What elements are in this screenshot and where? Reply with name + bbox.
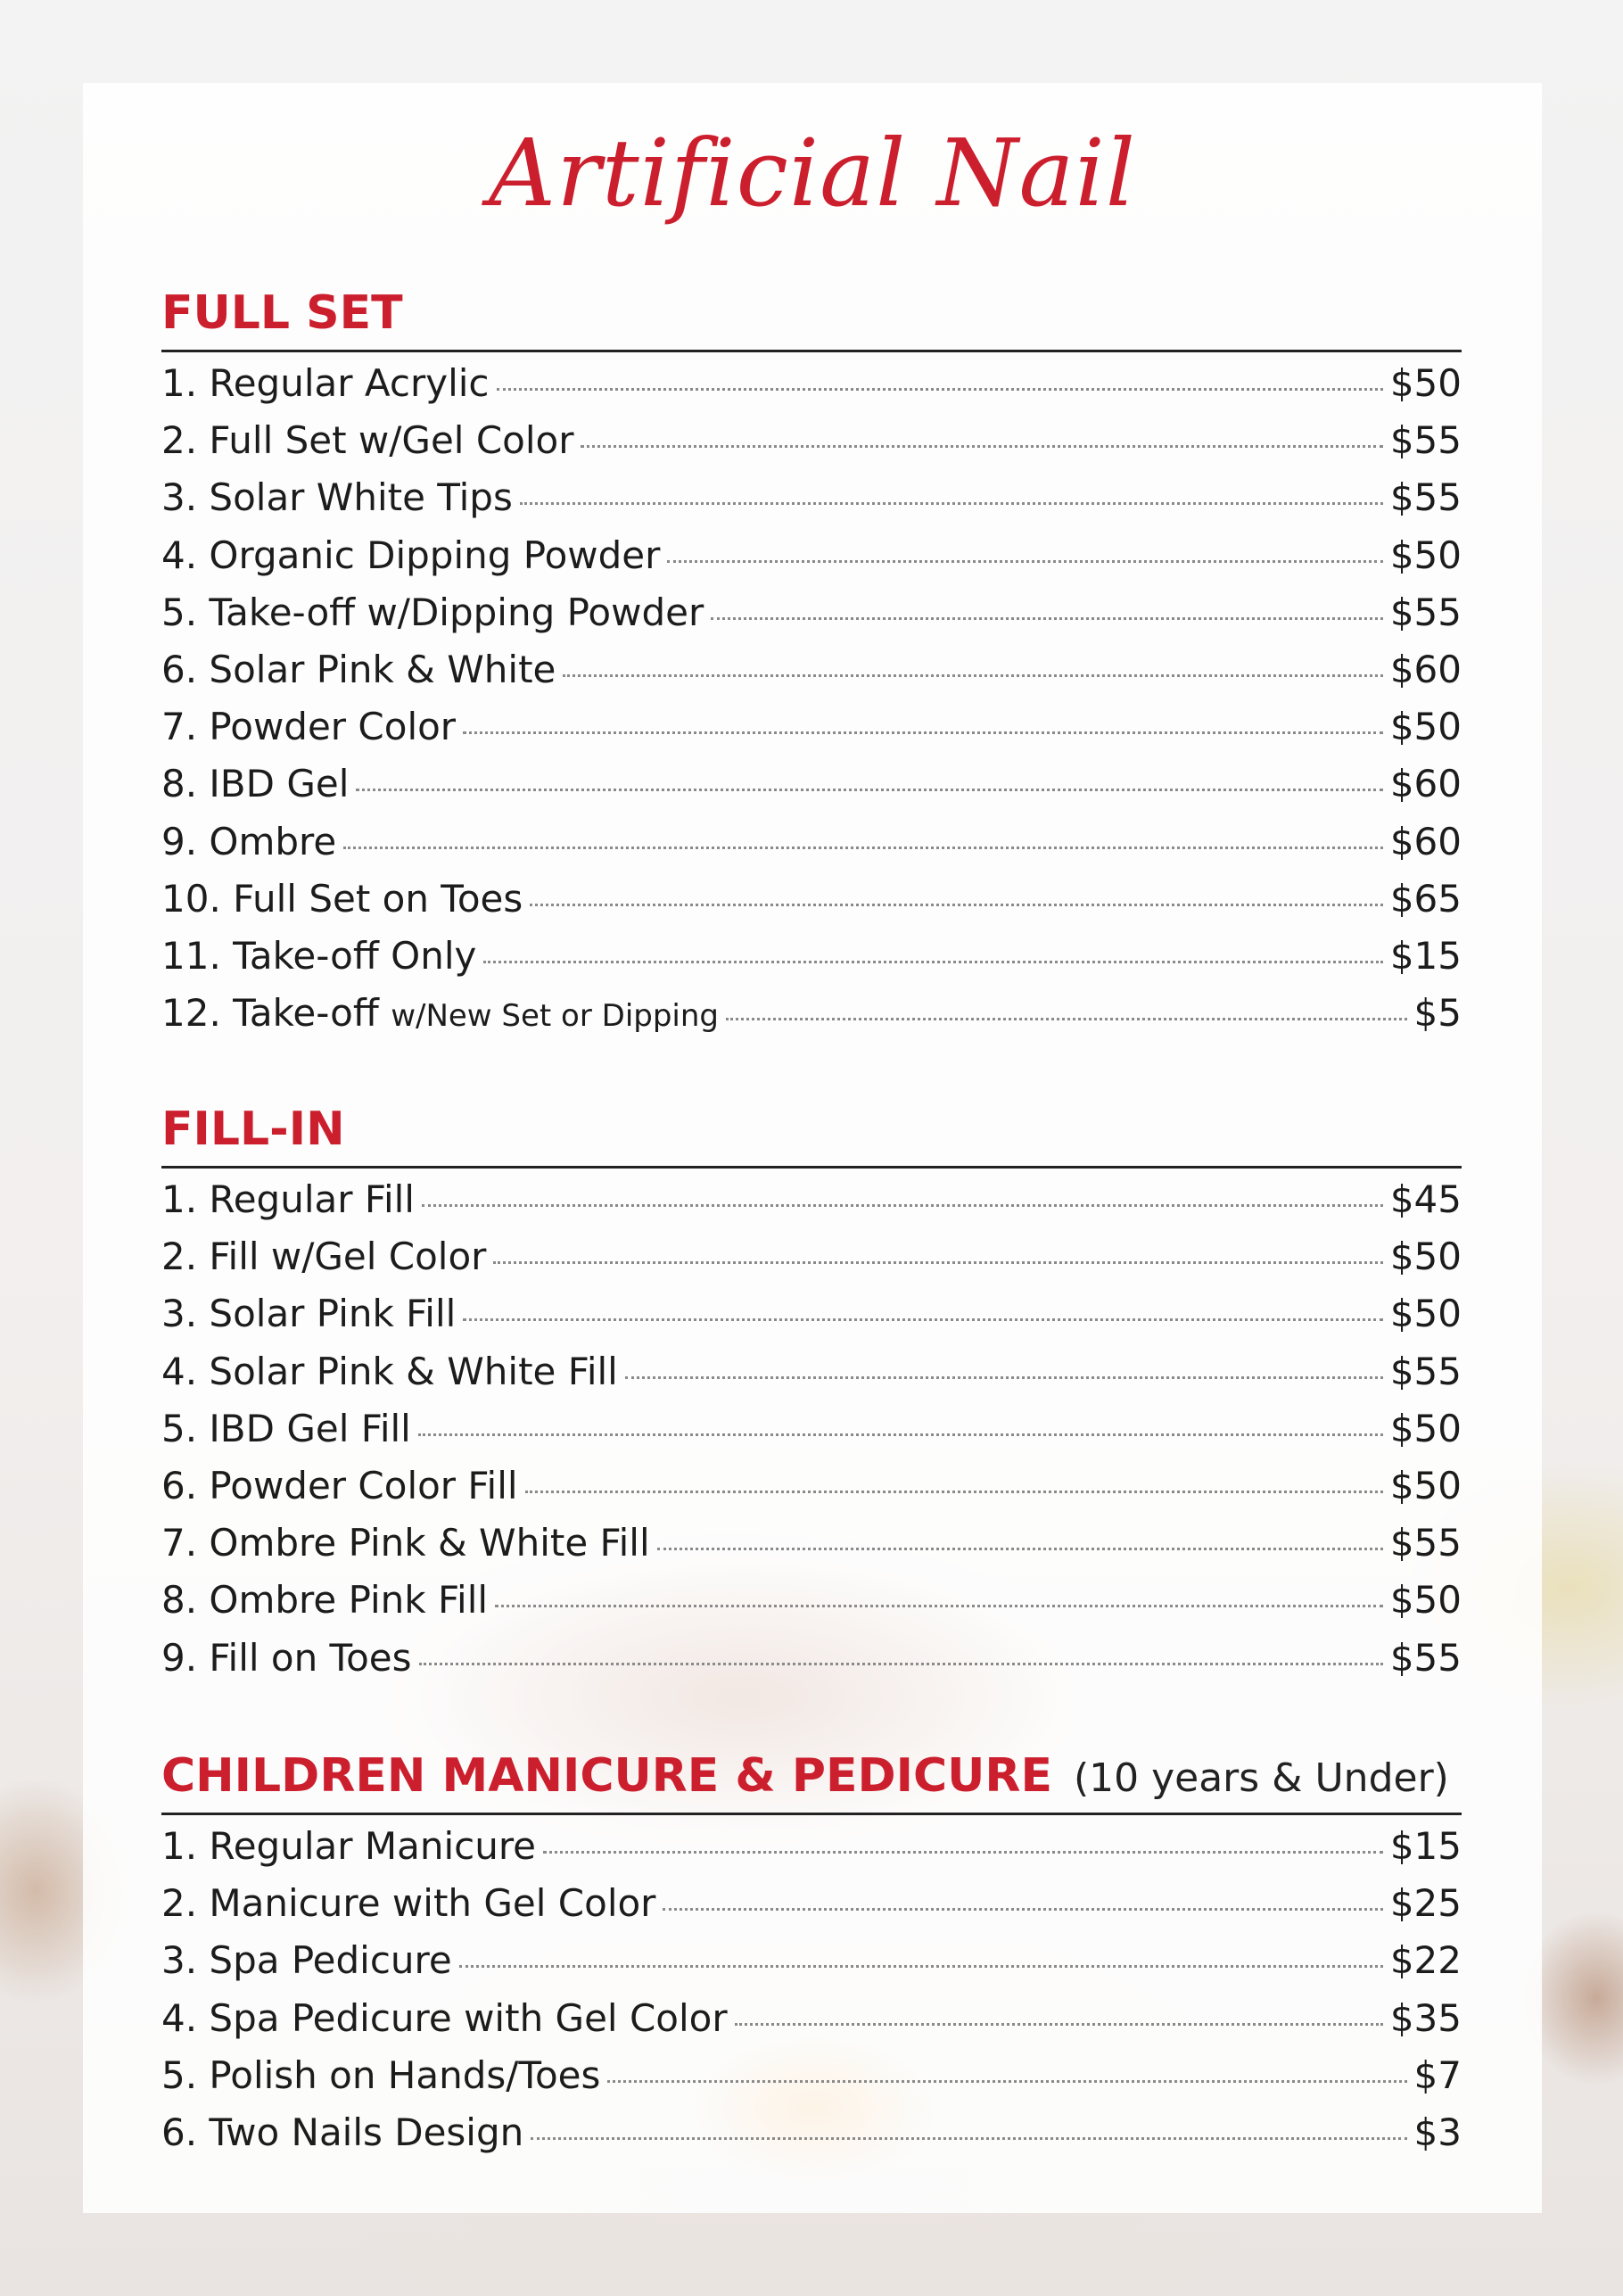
item-name: 6. Solar Pink & White	[161, 647, 556, 691]
section-full-set	[161, 277, 1462, 1048]
item-price: $55	[1389, 1635, 1462, 1680]
list-item	[161, 1824, 1462, 1881]
list-item	[161, 1938, 1462, 1995]
list-item	[161, 2053, 1462, 2110]
dot-leader	[419, 1663, 1383, 1665]
dot-leader	[657, 1548, 1383, 1550]
item-name: 5. IBD Gel Fill	[161, 1406, 411, 1450]
item-price: $60	[1389, 762, 1462, 806]
item-name: 6. Two Nails Design	[161, 2110, 524, 2154]
section-header	[161, 277, 1462, 352]
item-price: $55	[1389, 475, 1462, 520]
dot-leader	[459, 1965, 1383, 1968]
item-price: $65	[1389, 876, 1462, 921]
item-note: w/New Set or Dipping	[391, 998, 720, 1035]
list-item	[161, 418, 1462, 475]
item-price: $55	[1389, 590, 1462, 634]
dot-leader	[493, 1261, 1382, 1264]
dot-leader	[531, 2137, 1406, 2140]
section-header	[161, 1740, 1462, 1815]
section-title: FILL-IN	[161, 1103, 345, 1156]
item-name: 6. Powder Color Fill	[161, 1463, 518, 1507]
dot-leader	[581, 445, 1382, 448]
item-name: 8. Ombre Pink Fill	[161, 1578, 489, 1623]
item-price: $22	[1389, 1938, 1462, 1983]
list-item	[161, 1292, 1462, 1349]
item-price: $35	[1389, 1995, 1462, 2040]
item-name: 2. Full Set w/Gel Color	[161, 418, 574, 463]
list-item	[161, 2110, 1462, 2168]
item-name: 10. Full Set on Toes	[161, 876, 523, 921]
price-list	[161, 1177, 1462, 1693]
item-name: 1. Regular Manicure	[161, 1824, 537, 1868]
section-title: FULL SET	[161, 286, 403, 340]
list-item	[161, 705, 1462, 762]
item-price: $55	[1389, 1521, 1462, 1565]
menu-panel	[83, 83, 1542, 2213]
list-item	[161, 1235, 1462, 1292]
item-name: 8. IBD Gel	[161, 762, 350, 806]
list-item	[161, 762, 1462, 819]
dot-leader	[530, 904, 1383, 906]
dot-leader	[607, 2080, 1406, 2083]
item-name: 7. Ombre Pink & White Fill	[161, 1521, 650, 1565]
list-item	[161, 1996, 1462, 2053]
dot-leader	[495, 1605, 1383, 1607]
item-name-main: 12. Take-off	[161, 991, 379, 1036]
item-price: $15	[1389, 933, 1462, 978]
item-name: 4. Organic Dipping Powder	[161, 533, 661, 577]
item-price: $50	[1389, 1235, 1462, 1279]
dot-leader	[525, 1491, 1383, 1493]
list-item	[161, 1636, 1462, 1693]
item-price: $50	[1389, 705, 1462, 749]
dot-leader	[726, 1018, 1407, 1020]
section-title	[161, 1749, 1449, 1803]
list-item	[161, 1578, 1462, 1635]
item-price: $25	[1389, 1881, 1462, 1926]
list-item	[161, 1464, 1462, 1521]
list-item	[161, 361, 1462, 418]
item-price: $50	[1389, 1406, 1462, 1450]
dot-leader	[625, 1376, 1383, 1379]
list-item	[161, 1350, 1462, 1407]
section-subtitle: (10 years & Under)	[1073, 1755, 1449, 1801]
item-price: $60	[1389, 647, 1462, 691]
section-children	[161, 1740, 1462, 2168]
section-fill-in	[161, 1094, 1462, 1693]
item-price: $7	[1413, 2052, 1462, 2097]
item-price: $50	[1389, 1463, 1462, 1507]
list-item	[161, 877, 1462, 934]
list-item	[161, 591, 1462, 648]
dot-leader	[356, 789, 1382, 791]
item-price: $55	[1389, 1349, 1462, 1393]
list-item	[161, 475, 1462, 533]
item-name: 11. Take-off Only	[161, 933, 477, 978]
item-price: $5	[1413, 991, 1462, 1036]
list-item	[161, 1521, 1462, 1578]
item-price: $50	[1389, 1578, 1462, 1623]
dot-leader	[463, 731, 1383, 734]
dot-leader	[667, 560, 1382, 563]
dot-leader	[520, 502, 1383, 505]
section-divider	[161, 1813, 1462, 1815]
dot-leader	[422, 1204, 1383, 1207]
page-title: Artificial Nail	[489, 119, 1136, 227]
list-item	[161, 934, 1462, 991]
dot-leader	[418, 1433, 1383, 1436]
item-price: $50	[1389, 1292, 1462, 1336]
item-price: $15	[1389, 1824, 1462, 1868]
item-name: 4. Spa Pedicure with Gel Color	[161, 1995, 728, 2040]
dot-leader	[497, 388, 1383, 391]
section-header	[161, 1094, 1462, 1169]
item-price: $50	[1389, 533, 1462, 577]
item-name: 2. Manicure with Gel Color	[161, 1881, 656, 1926]
section-title-text: CHILDREN MANICURE & PEDICURE	[161, 1749, 1052, 1803]
item-name: 5. Polish on Hands/Toes	[161, 2052, 601, 2097]
item-name: 2. Fill w/Gel Color	[161, 1235, 487, 1279]
price-list	[161, 1824, 1462, 2168]
item-price: $60	[1389, 819, 1462, 863]
item-name: 5. Take-off w/Dipping Powder	[161, 590, 704, 634]
list-item	[161, 1177, 1462, 1235]
item-name: 7. Powder Color	[161, 705, 457, 749]
list-item	[161, 991, 1462, 1048]
dot-leader	[563, 674, 1382, 677]
dot-leader	[663, 1908, 1382, 1911]
dot-leader	[711, 617, 1383, 620]
dot-leader	[463, 1318, 1383, 1321]
price-list	[161, 361, 1462, 1048]
section-divider	[161, 1166, 1462, 1169]
item-name: 3. Solar White Tips	[161, 475, 513, 520]
dot-leader	[483, 961, 1382, 963]
item-name: 9. Fill on Toes	[161, 1635, 412, 1680]
item-name: 1. Regular Acrylic	[161, 361, 490, 405]
item-name: 4. Solar Pink & White Fill	[161, 1349, 618, 1393]
item-price: $3	[1413, 2110, 1462, 2154]
item-price: $45	[1389, 1177, 1462, 1221]
list-item	[161, 1881, 1462, 1938]
list-item	[161, 533, 1462, 591]
item-name	[161, 991, 719, 1035]
item-name: 9. Ombre	[161, 819, 337, 863]
dot-leader	[735, 2023, 1383, 2026]
item-name: 1. Regular Fill	[161, 1177, 415, 1221]
list-item	[161, 1407, 1462, 1464]
item-name: 3. Spa Pedicure	[161, 1938, 452, 1983]
section-divider	[161, 350, 1462, 352]
item-name: 3. Solar Pink Fill	[161, 1292, 457, 1336]
list-item	[161, 648, 1462, 705]
item-price: $50	[1389, 361, 1462, 405]
item-price: $55	[1389, 418, 1462, 463]
dot-leader	[343, 847, 1383, 849]
dot-leader	[543, 1851, 1383, 1854]
list-item	[161, 820, 1462, 877]
